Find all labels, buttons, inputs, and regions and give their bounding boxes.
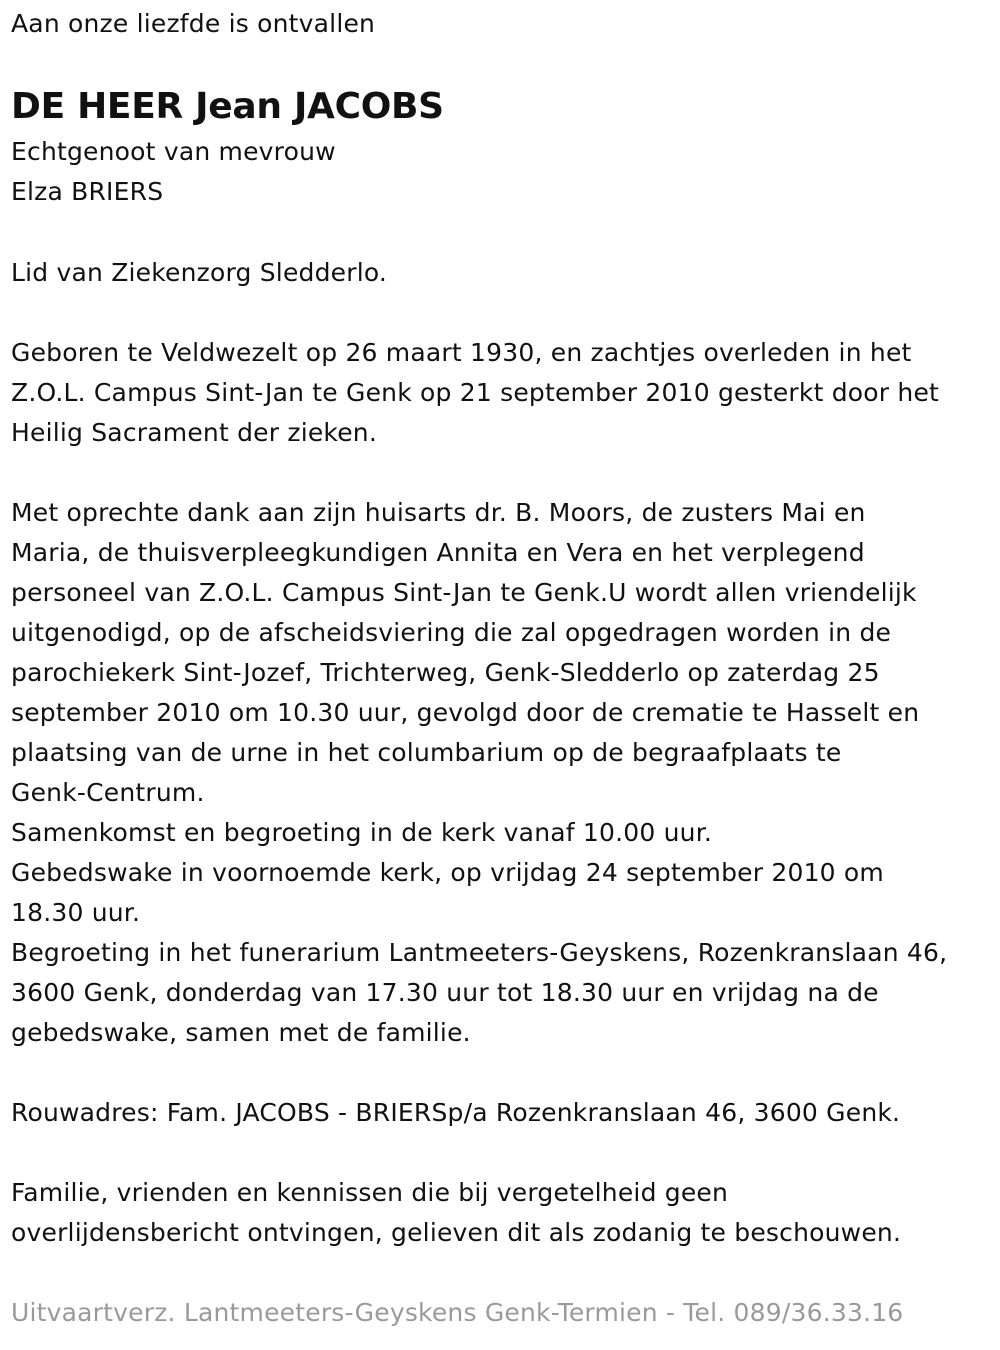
paragraph-line: Begroeting in het funerarium Lantmeeters-Geyskens, Rozenkranslaan 46,	[11, 938, 948, 967]
membership-block	[11, 253, 991, 293]
paragraph-line: september 2010 om 10.30 uur, gevolgd door de crematie te Hasselt en	[11, 698, 920, 727]
paragraph-line: Heilig Sacrament der zieken.	[11, 418, 377, 447]
paragraph-line: plaatsing van de urne in het columbarium op de begraafplaats te	[11, 738, 842, 767]
paragraph-line: Maria, de thuisverpleegkundigen Annita en Vera en het verplegend	[11, 538, 865, 567]
paragraph-line: Z.O.L. Campus Sint-Jan te Genk op 21 september 2010 gesterkt door het	[11, 378, 940, 407]
paragraph-line: 3600 Genk, donderdag van 17.30 uur tot 18.30 uur en vrijdag na de	[11, 978, 879, 1007]
intro-text: Aan onze liezfde is ontvallen	[11, 9, 376, 38]
membership-text: Lid van Ziekenzorg Sledderlo.	[11, 258, 388, 287]
paragraph-line: uitgenodigd, op de afscheidsviering die zal opgedragen worden in de	[11, 618, 892, 647]
paragraph-line: gebedswake, samen met de familie.	[11, 1018, 471, 1047]
funeral-home-footer: Uitvaartverz. Lantmeeters-Geyskens Genk-Termien - Tel. 089/36.33.16	[11, 1298, 904, 1327]
mourning-address: Rouwadres: Fam. JACOBS - BRIERSp/a Rozenkranslaan 46, 3600 Genk.	[11, 1098, 901, 1127]
spouse-block	[11, 132, 991, 212]
mourning-address-block	[11, 1093, 991, 1133]
deceased-name: DE HEER Jean JACOBS	[11, 86, 444, 127]
paragraph-line: overlijdensbericht ontvingen, gelieven dit als zodanig te beschouwen.	[11, 1218, 902, 1247]
birth-death-paragraph	[11, 333, 991, 453]
paragraph-line: Gebedswake in voornoemde kerk, op vrijdag 24 september 2010 om	[11, 858, 884, 887]
thanks-and-ceremony-paragraph	[11, 493, 991, 1053]
paragraph-line: Familie, vrienden en kennissen die bij vergetelheid geen	[11, 1178, 729, 1207]
paragraph-line: Genk-Centrum.	[11, 778, 205, 807]
paragraph-line: personeel van Z.O.L. Campus Sint-Jan te Genk.U wordt allen vriendelijk	[11, 578, 917, 607]
paragraph-line: 18.30 uur.	[11, 898, 141, 927]
spouse-line: Echtgenoot van mevrouw	[11, 137, 336, 166]
paragraph-line: parochiekerk Sint-Jozef, Trichterweg, Genk-Sledderlo op zaterdag 25	[11, 658, 880, 687]
paragraph-line: Geboren te Veldwezelt op 26 maart 1930, en zachtjes overleden in het	[11, 338, 912, 367]
paragraph-line: Samenkomst en begroeting in de kerk vanaf 10.00 uur.	[11, 818, 713, 847]
spouse-line: Elza BRIERS	[11, 177, 164, 206]
paragraph-line: Met oprechte dank aan zijn huisarts dr. B. Moors, de zusters Mai en	[11, 498, 866, 527]
family-notice-paragraph	[11, 1173, 991, 1253]
